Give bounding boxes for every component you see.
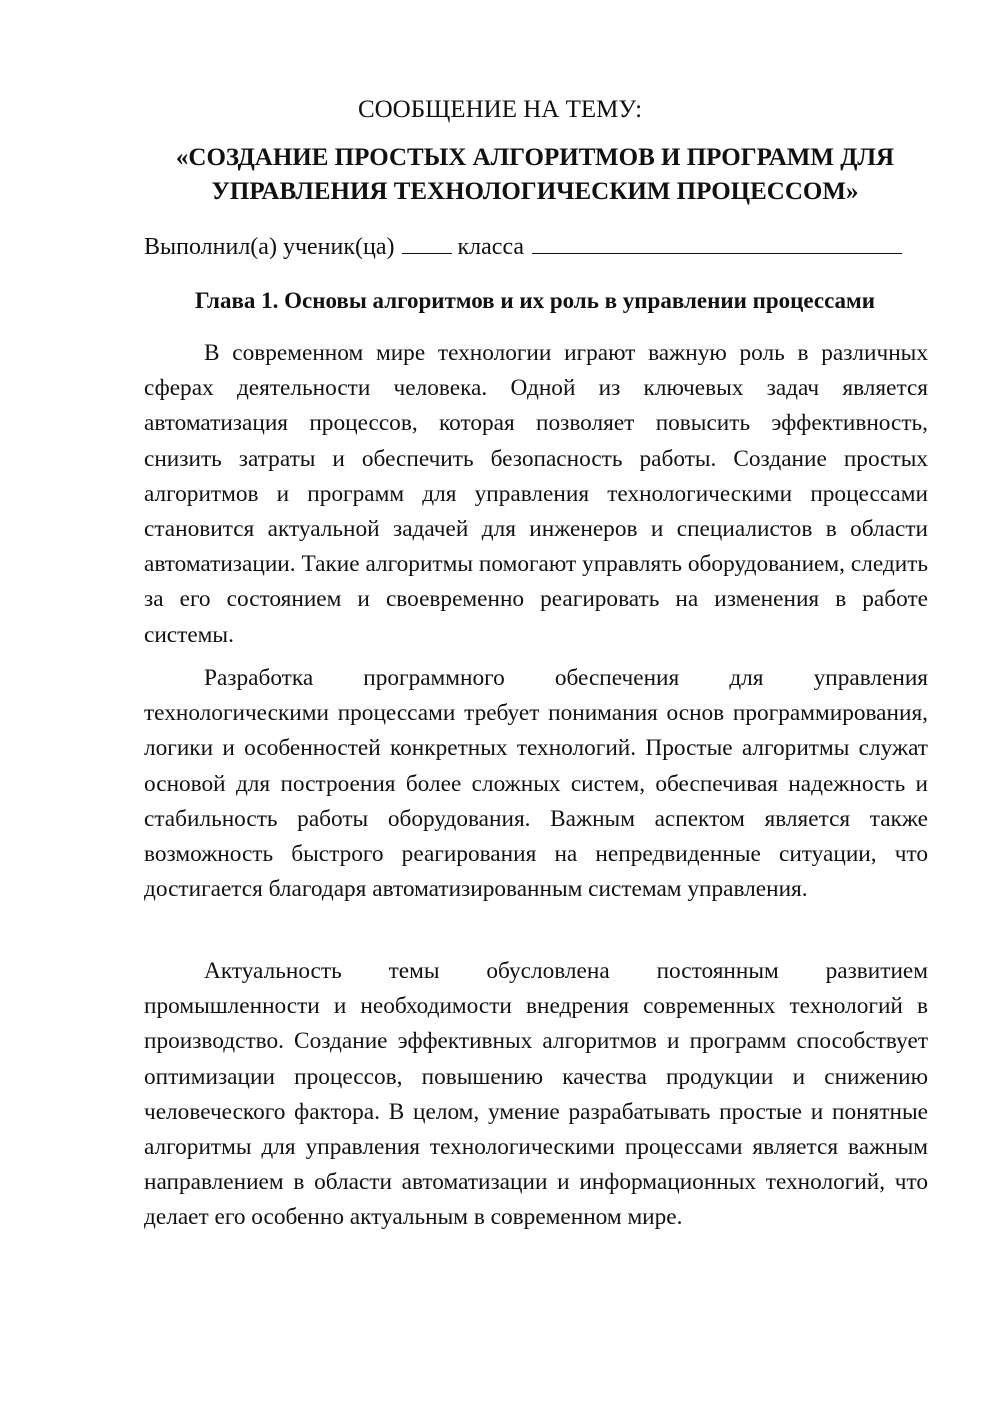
author-line xyxy=(144,229,944,264)
paragraph-1: В современном мире технологии играют важную роль в различных сферах деятельности человека. Одной из ключевых задач является автоматизация процессов, которая позволяет повысить эффективность, снизить затраты и обеспечить безопасность работы. Создание простых алгоритмов и программ для управления технологическими процессами становится актуальной задачей для инженеров и специалистов в области автоматизации. Такие алгоритмы помогают управлять оборудованием, следить за его состоянием и своевременно реагировать на изменения в работе системы. xyxy=(144,340,928,648)
title-line-1: «СОЗДАНИЕ ПРОСТЫХ АЛГОРИТМОВ И ПРОГРАММ ДЛЯ xyxy=(175,144,895,171)
name-blank-field[interactable] xyxy=(532,229,902,254)
paragraph-2: Разработка программного обеспечения для управления технологическими процессами требует понимания основ программирования, логики и особенностей конкретных технологий. Простые алгоритмы служат основой для построения более сложных систем, обеспечивая надежность и стабильность работы оборудования. Важным аспектом является также возможность быстрого реагирования на непредвиденные ситуации, что достигается благодаря автоматизированным системам управления. xyxy=(144,665,928,903)
title-line-2: УПРАВЛЕНИЯ ТЕХНОЛОГИЧЕСКИМ ПРОЦЕССОМ» xyxy=(211,178,859,205)
paragraph-3: Актуальность темы обусловлена постоянным развитием промышленности и необходимости внедрения современных технологий в производство. Создание эффективных алгоритмов и программ способствует оптимизации процессов, повышению качества продукции и снижению человеческого фактора. В целом, умение разрабатывать простые и понятные алгоритмы для управления технологическими процессами является важным направлением в области автоматизации и информационных технологий, что делает его особенно актуальным в современном мире. xyxy=(144,958,928,1231)
class-blank-field[interactable] xyxy=(402,229,452,254)
chapter-heading: Глава 1. Основы алгоритмов и их роль в управлении процессами xyxy=(195,288,875,313)
document-title xyxy=(140,141,930,209)
topic-line: СООБЩЕНИЕ НА ТЕМУ: xyxy=(357,96,643,123)
class-label: класса xyxy=(457,234,525,260)
performed-by-label: Выполнил(а) ученик(ца) xyxy=(144,234,395,260)
